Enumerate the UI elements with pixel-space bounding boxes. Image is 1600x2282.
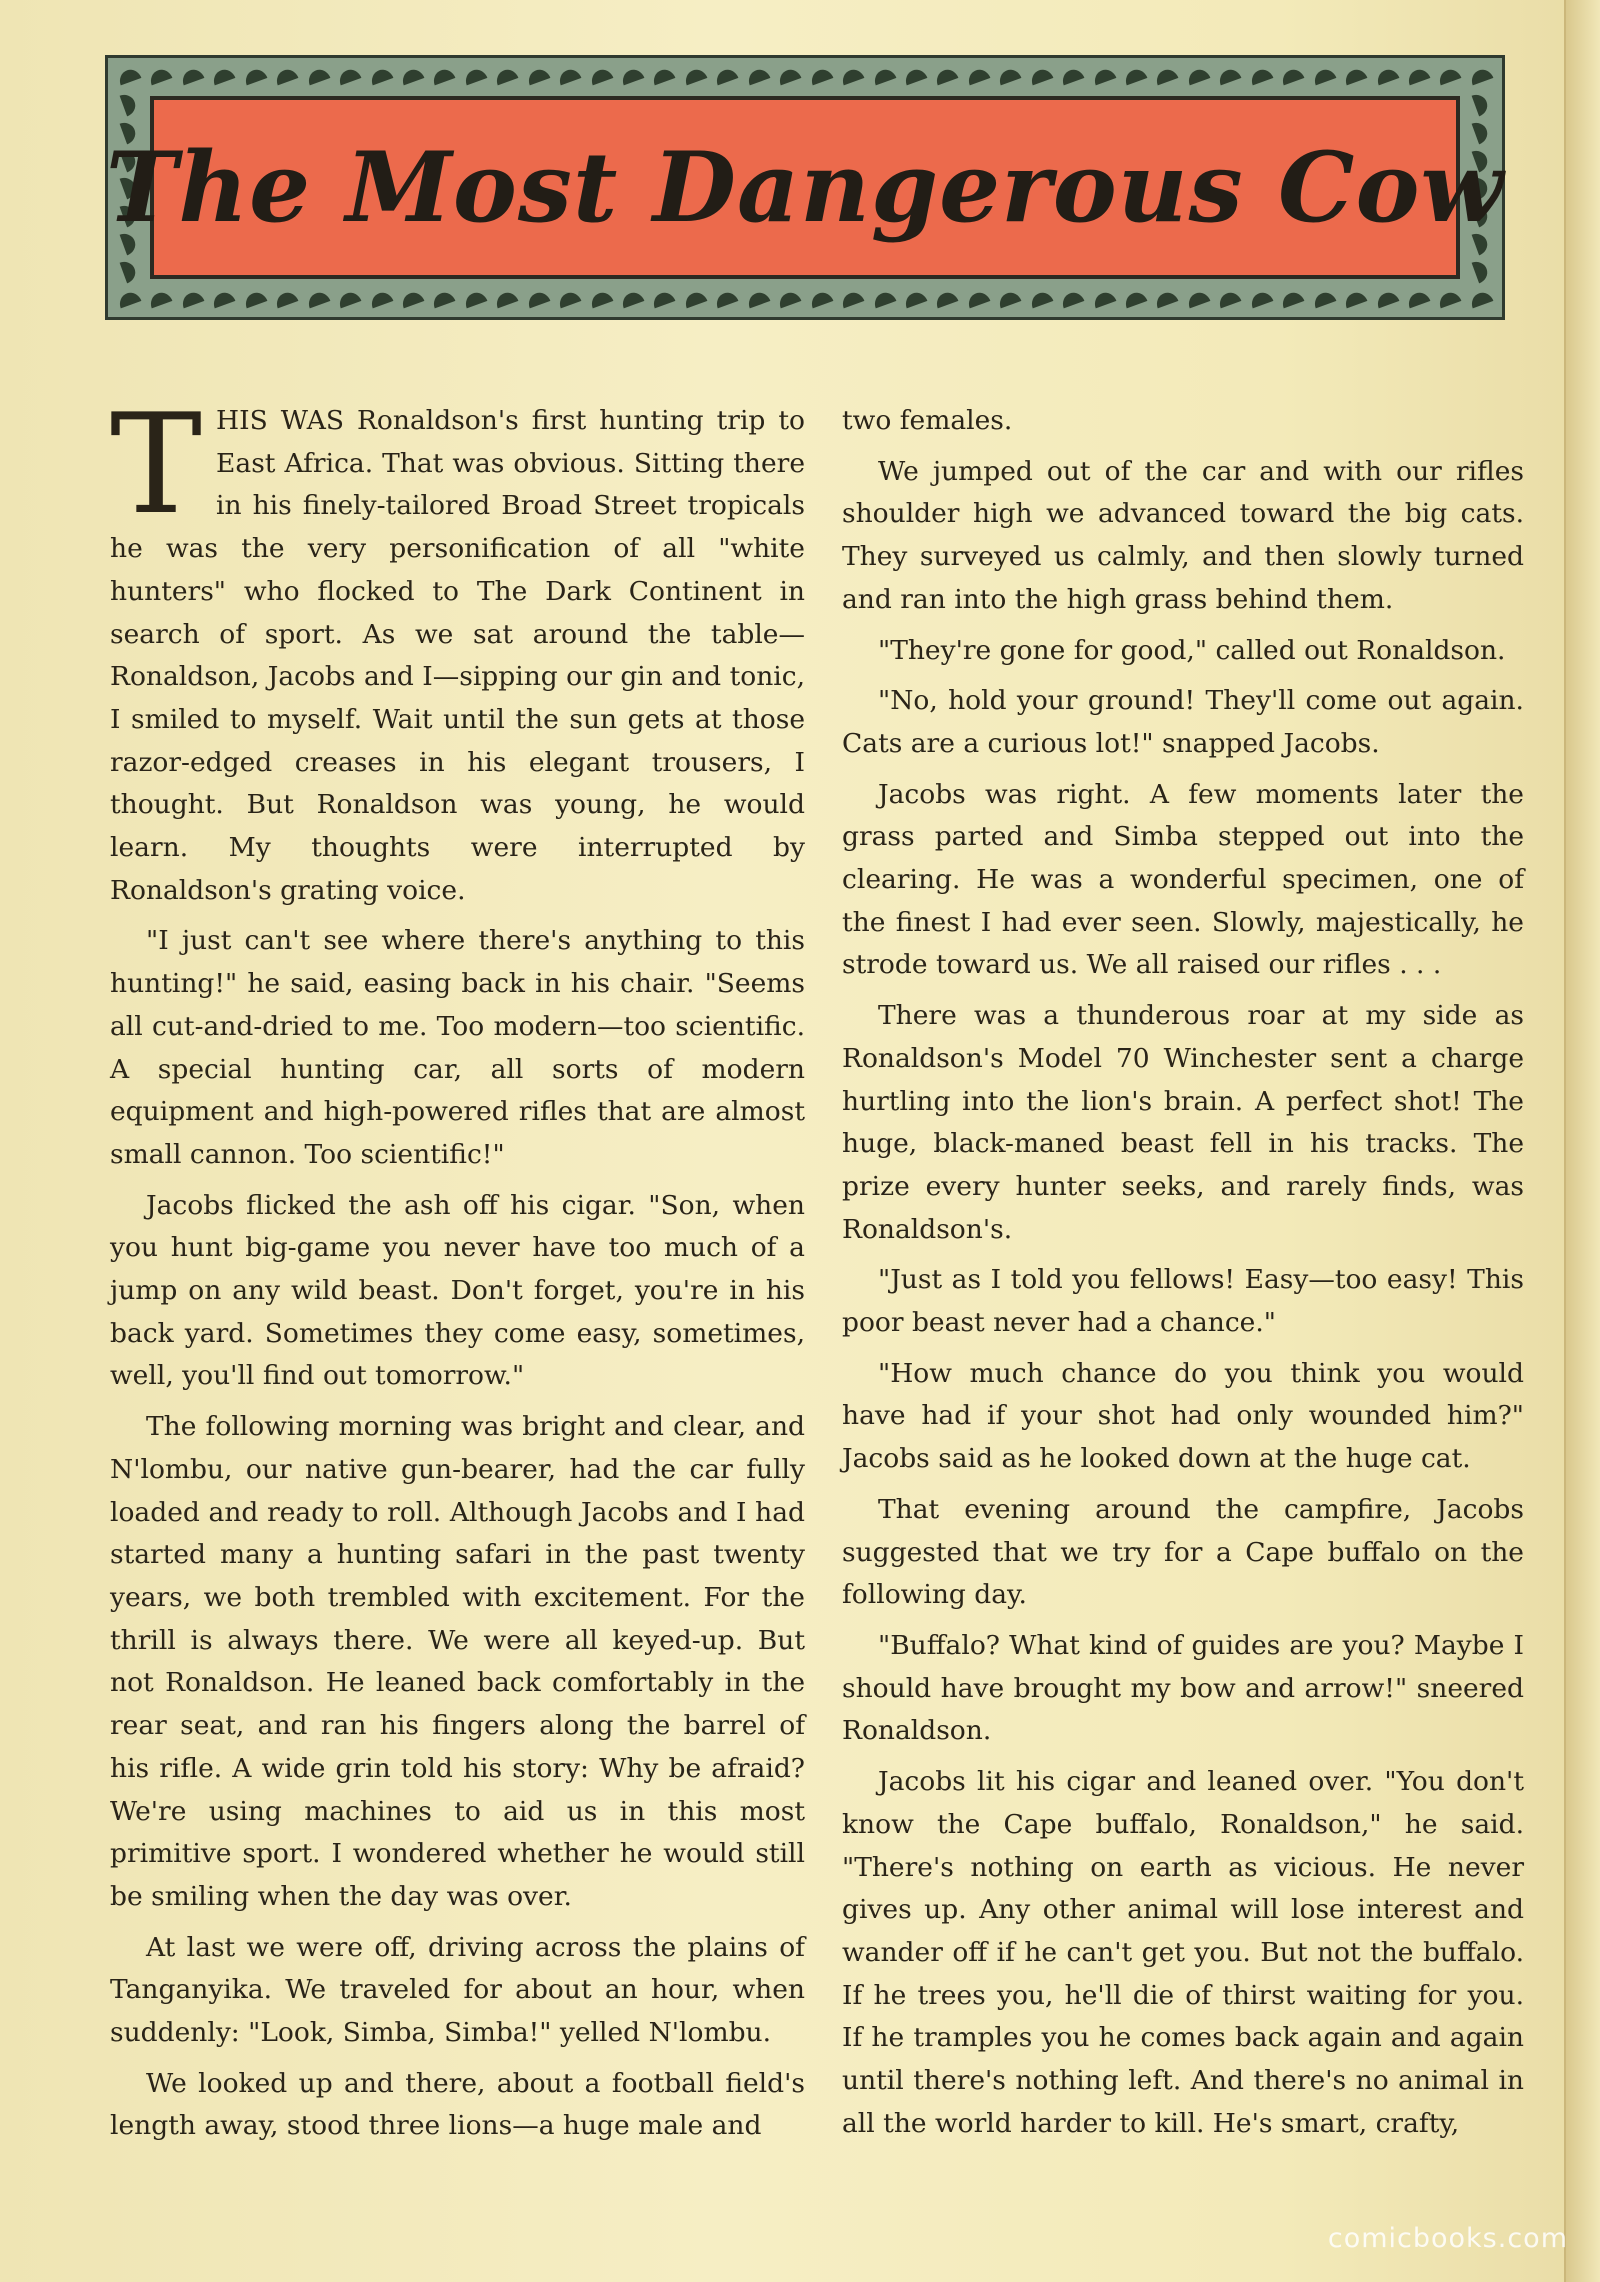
laurel-leaf-icon	[179, 290, 204, 309]
laurel-leaf-icon	[242, 290, 267, 309]
laurel-leaf-icon	[1406, 290, 1431, 309]
laurel-leaf-icon	[462, 67, 487, 86]
laurel-leaf-icon	[840, 290, 865, 309]
laurel-leaf-icon	[1154, 67, 1179, 86]
laurel-leaf-icon	[588, 290, 613, 309]
left-column	[110, 384, 805, 2156]
laurel-leaf-icon	[274, 67, 299, 86]
laurel-leaf-icon	[808, 67, 833, 86]
laurel-leaf-icon	[934, 290, 959, 309]
laurel-leaf-icon	[305, 290, 330, 309]
laurel-border-bottom	[118, 286, 1492, 312]
laurel-leaf-icon	[651, 290, 676, 309]
paragraph: Jacobs was right. A few moments later the grass parted and Simba stepped out into the clearing. He was a wonderful specimen, one of the finest I had ever seen. Slowly, majestically, he strode toward us. We all raised our rifles . . .	[842, 778, 1524, 981]
laurel-leaf-icon	[1123, 67, 1148, 86]
laurel-leaf-icon	[274, 290, 299, 309]
laurel-leaf-icon	[525, 67, 550, 86]
laurel-leaf-icon	[1280, 290, 1305, 309]
laurel-leaf-icon	[305, 67, 330, 86]
laurel-leaf-icon	[148, 67, 173, 86]
laurel-leaf-icon	[871, 290, 896, 309]
laurel-leaf-icon	[211, 67, 236, 86]
laurel-leaf-icon	[1248, 290, 1273, 309]
laurel-leaf-icon	[1091, 67, 1116, 86]
paragraph: We jumped out of the car and with our rifles shoulder high we advanced toward the big cats. They surveyed us calmly, and then slowly turned and ran into the high grass behind them.	[842, 455, 1524, 615]
laurel-leaf-icon	[745, 290, 770, 309]
laurel-leaf-icon	[1217, 67, 1242, 86]
laurel-leaf-icon	[620, 67, 645, 86]
laurel-leaf-icon	[1280, 67, 1305, 86]
laurel-leaf-icon	[1248, 67, 1273, 86]
laurel-leaf-icon	[494, 290, 519, 309]
paragraph-continuation: two females.	[842, 405, 1013, 436]
laurel-leaf-icon	[745, 67, 770, 86]
laurel-leaf-icon	[494, 67, 519, 86]
laurel-leaf-icon	[1472, 92, 1491, 117]
laurel-leaf-icon	[1311, 67, 1336, 86]
laurel-leaf-icon	[997, 290, 1022, 309]
laurel-leaf-icon	[1468, 67, 1493, 86]
laurel-leaf-icon	[211, 290, 236, 309]
laurel-leaf-icon	[431, 67, 456, 86]
laurel-leaf-icon	[400, 67, 425, 86]
laurel-leaf-icon	[903, 290, 928, 309]
laurel-leaf-icon	[620, 290, 645, 309]
paragraph: "No, hold your ground! They'll come out again. Cats are a curious lot!" snapped Jacobs.	[842, 685, 1524, 759]
laurel-leaf-icon	[682, 67, 707, 86]
laurel-leaf-icon	[1437, 67, 1462, 86]
laurel-leaf-icon	[400, 290, 425, 309]
laurel-leaf-icon	[117, 290, 142, 309]
paragraph: At last we were off, driving across the plains of Tanganyika. We traveled for about an hour, when suddenly: "Look, Simba, Simba!" yelled N'lombu.	[110, 1931, 805, 2049]
paragraph: Jacobs flicked the ash off his cigar. "Son, when you hunt big-game you never have too much of a jump on any wild beast. Don't forget, you're in his back yard. Sometimes they come easy, sometimes, well, you'll find out tomorrow."	[110, 1189, 805, 1392]
laurel-leaf-icon	[1185, 290, 1210, 309]
laurel-leaf-icon	[337, 290, 362, 309]
laurel-leaf-icon	[1343, 67, 1368, 86]
laurel-leaf-icon	[337, 67, 362, 86]
laurel-leaf-icon	[525, 290, 550, 309]
paragraph: "Just as I told you fellows! Easy—too easy! This poor beast never had a chance."	[842, 1264, 1524, 1339]
laurel-leaf-icon	[1374, 290, 1399, 309]
laurel-leaf-icon	[1437, 290, 1462, 309]
laurel-leaf-icon	[714, 290, 739, 309]
laurel-leaf-icon	[588, 67, 613, 86]
laurel-leaf-icon	[997, 67, 1022, 86]
laurel-leaf-icon	[651, 67, 676, 86]
laurel-leaf-icon	[557, 67, 582, 86]
right-column	[842, 400, 1524, 2153]
laurel-leaf-icon	[871, 67, 896, 86]
laurel-leaf-icon	[777, 290, 802, 309]
laurel-leaf-icon	[148, 290, 173, 309]
laurel-leaf-icon	[120, 92, 139, 117]
laurel-leaf-icon	[1468, 290, 1493, 309]
drop-cap: T	[110, 384, 203, 545]
laurel-leaf-icon	[1060, 290, 1085, 309]
laurel-leaf-icon	[965, 290, 990, 309]
paragraph-text: HIS WAS Ronaldson's first hunting trip to East Africa. That was obvious. Sitting there in his finely-tailored Broad Street tropicals he was the very personification of all "white hunters" who flocked to The Dark Continent in search of sport. As we sat around the table—Ronaldson, Jacobs and I—sipping our gin and tonic, I smiled to myself. Wait until the sun gets at those razor-edged creases in his elegant trousers, I thought. But Ronaldson was young, he would learn. My thoughts were interrupted by Ronaldson's grating voice.	[110, 405, 805, 906]
paragraph: The following morning was bright and clear, and N'lombu, our native gun-bearer, had the car fully loaded and ready to roll. Although Jacobs and I had started many a hunting safari in the past twenty years, we both trembled with excitement. For the thrill is always there. We were all keyed-up. But not Ronaldson. He leaned back comfortably in the rear seat, and ran his fingers along the barrel of his rifle. A wide grin told his story: Why be afraid? We're using machines to aid us in this most primitive sport. I wondered whether he would still be smiling when the day was over.	[110, 1411, 805, 1912]
watermark: comicbooks.com	[1327, 2223, 1568, 2254]
laurel-leaf-icon	[1374, 67, 1399, 86]
paragraph-1	[110, 384, 805, 912]
laurel-leaf-icon	[1343, 290, 1368, 309]
laurel-leaf-icon	[1217, 290, 1242, 309]
laurel-leaf-icon	[903, 67, 928, 86]
laurel-leaf-icon	[431, 290, 456, 309]
paragraph: "How much chance do you think you would have had if your shot had only wounded him?" Jacobs said as he looked down at the huge cat.	[842, 1357, 1524, 1475]
laurel-leaf-icon	[117, 67, 142, 86]
laurel-leaf-icon	[934, 67, 959, 86]
laurel-leaf-icon	[965, 67, 990, 86]
laurel-leaf-icon	[1028, 67, 1053, 86]
title-panel	[105, 96, 1505, 279]
laurel-leaf-icon	[1091, 290, 1116, 309]
story-title: The Most Dangerous Cow	[105, 131, 1505, 244]
paragraph: That evening around the campfire, Jacobs suggested that we try for a Cape buffalo on the following day.	[842, 1493, 1524, 1611]
laurel-leaf-icon	[682, 290, 707, 309]
laurel-leaf-icon	[1472, 259, 1491, 284]
paragraph: "Buffalo? What kind of guides are you? Maybe I should have brought my bow and arrow!" sneered Ronaldson.	[842, 1629, 1524, 1747]
laurel-leaf-icon	[368, 67, 393, 86]
paragraph: "I just can't see where there's anything to this hunting!" he said, easing back in his chair. "Seems all cut-and-dried to me. Too modern—too scientific. A special hunting car, all sorts of modern equipment and high-powered rifles that are almost small cannon. Too scientific!"	[110, 925, 805, 1170]
laurel-leaf-icon	[840, 67, 865, 86]
laurel-leaf-icon	[1123, 290, 1148, 309]
laurel-leaf-icon	[120, 259, 139, 284]
laurel-leaf-icon	[368, 290, 393, 309]
paragraph: "They're gone for good," called out Ronaldson.	[878, 634, 1506, 666]
laurel-leaf-icon	[242, 67, 267, 86]
laurel-leaf-icon	[1311, 290, 1336, 309]
page-edge	[1564, 0, 1600, 2282]
laurel-leaf-icon	[1406, 67, 1431, 86]
laurel-leaf-icon	[1060, 67, 1085, 86]
laurel-leaf-icon	[179, 67, 204, 86]
laurel-border-top	[118, 63, 1492, 89]
laurel-leaf-icon	[1185, 67, 1210, 86]
laurel-leaf-icon	[1154, 290, 1179, 309]
paragraph: We looked up and there, about a football field's length away, stood three lions—a huge male and	[110, 2067, 805, 2142]
laurel-leaf-icon	[1028, 290, 1053, 309]
laurel-leaf-icon	[808, 290, 833, 309]
paragraph: There was a thunderous roar at my side as Ronaldson's Model 70 Winchester sent a charge hurtling into the lion's brain. A perfect shot! The huge, black-maned beast fell in his tracks. The prize every hunter seeks, and rarely finds, was Ronaldson's.	[842, 1000, 1524, 1245]
laurel-leaf-icon	[557, 290, 582, 309]
paragraph: Jacobs lit his cigar and leaned over. "You don't know the Cape buffalo, Ronaldson," he said. "There's nothing on earth as vicious. He never gives up. Any other animal will lose interest and wander off if he can't get you. But not the buffalo. If he trees you, he'll die of thirst waiting for you. If he tramples you he comes back again and again until there's nothing left. And there's no animal in all the world harder to kill. He's smart, crafty,	[842, 1766, 1524, 2139]
laurel-leaf-icon	[714, 67, 739, 86]
laurel-leaf-icon	[462, 290, 487, 309]
title-banner	[105, 55, 1505, 320]
laurel-leaf-icon	[777, 67, 802, 86]
